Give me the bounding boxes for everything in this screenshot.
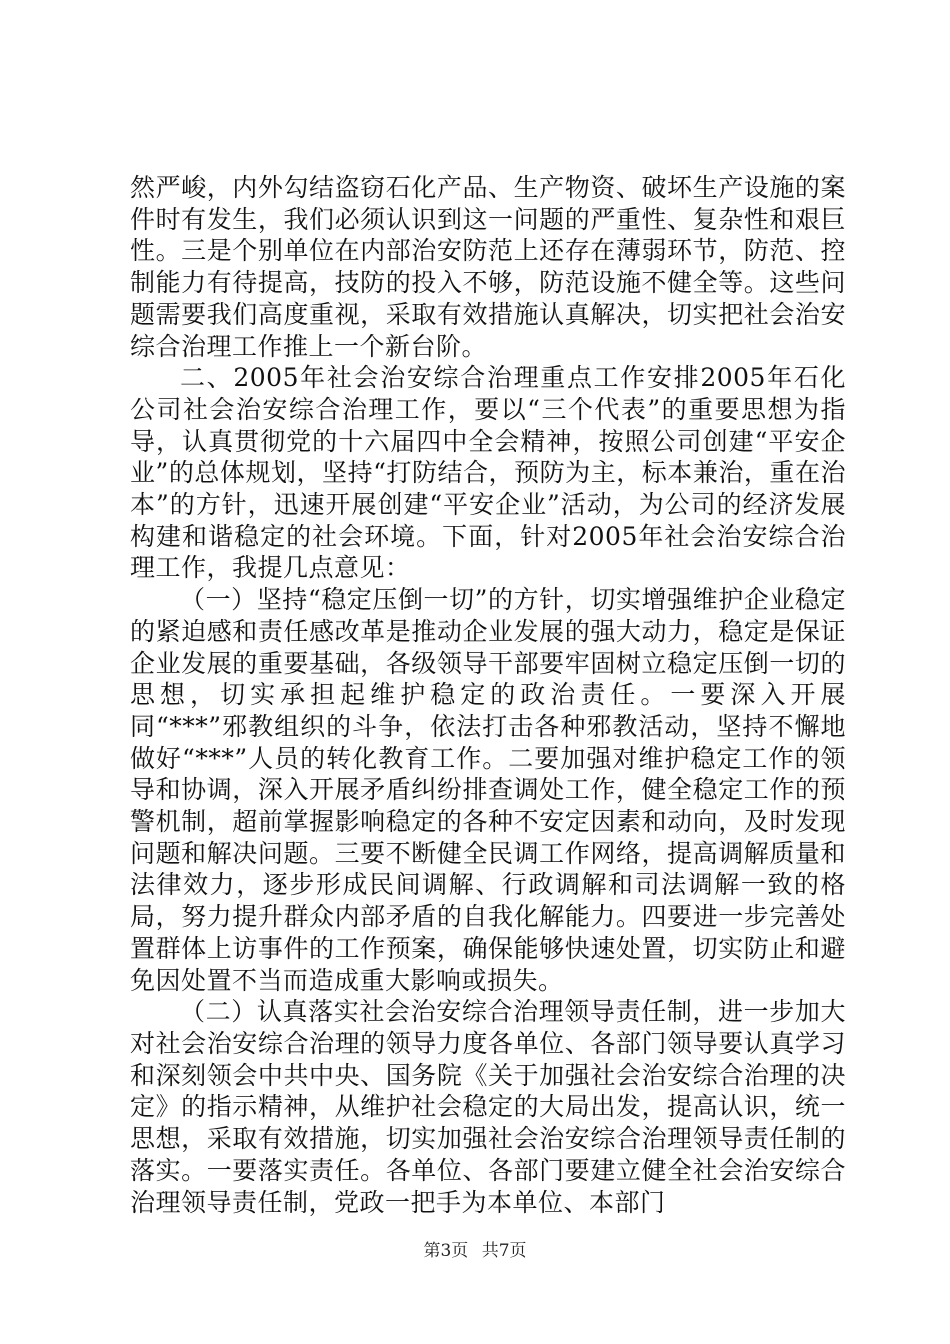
paragraph-item-two: （二）认真落实社会治安综合治理领导责任制，进一步加大对社会治安综合治理的领导力度各单位、各部门领导要认真学习和深刻领会中共中央、国务院《关于加强社会治安综合治理的决定》的指示精神，从维护社会稳定的大局出发，提高认识，统一思想，采取有效措施，切实加强社会治安综合治理领导责任制的落实。一要落实责任。各单位、各部门要建立健全社会治安综合治理领导责任制，党政一把手为本单位、本部门 [130,997,846,1217]
body-text [130,172,846,1218]
paragraph-item-one: （一）坚持“稳定压倒一切”的方针，切实增强维护企业稳定的紧迫感和责任感改革是推动企业发展的强大动力，稳定是保证企业发展的重要基础，各级领导干部要牢固树立稳定压倒一切的思想，切实承担起维护稳定的政治责任。一要深入开展同“***”邪教组织的斗争，依法打击各种邪教活动，坚持不懈地做好“***”人员的转化教育工作。二要加强对维护稳定工作的领导和协调，深入开展矛盾纠纷排查调处工作，健全稳定工作的预警机制，超前掌握影响稳定的各种不安定因素和动向，及时发现问题和解决问题。三要不断健全民调工作网络，提高调解质量和法律效力，逐步形成民间调解、行政调解和司法调解一致的格局，努力提升群众内部矛盾的自我化解能力。四要进一步完善处置群体上访事件的工作预案，确保能够快速处置，切实防止和避免因处置不当而造成重大影响或损失。 [130,585,846,995]
paragraph-continuation: 然严峻，内外勾结盗窃石化产品、生产物资、破坏生产设施的案件时有发生，我们必须认识到这一问题的严重性、复杂性和艰巨性。三是个别单位在内部治安防范上还存在薄弱环节，防范、控制能力有待提高，技防的投入不够，防范设施不健全等。这些问题需要我们高度重视，采取有效措施认真解决，切实把社会治安综合治理工作推上一个新台阶。 [130,173,846,361]
page-total: 共7页 [481,1241,527,1261]
page-number: 第3页 [423,1241,469,1261]
paragraph-section-two: 二、2005年社会治安综合治理重点工作安排2005年石化公司社会治安综合治理工作，要以“三个代表”的重要思想为指导，认真贯彻党的十六届四中全会精神，按照公司创建“平安企业”的总体规划，坚持“打防结合，预防为主，标本兼治，重在治本”的方针，迅速开展创建“平安企业”活动，为公司的经济发展构建和谐稳定的社会环境。下面，针对2005年社会治安综合治理工作，我提几点意见： [130,363,846,583]
page-footer [0,1236,950,1261]
